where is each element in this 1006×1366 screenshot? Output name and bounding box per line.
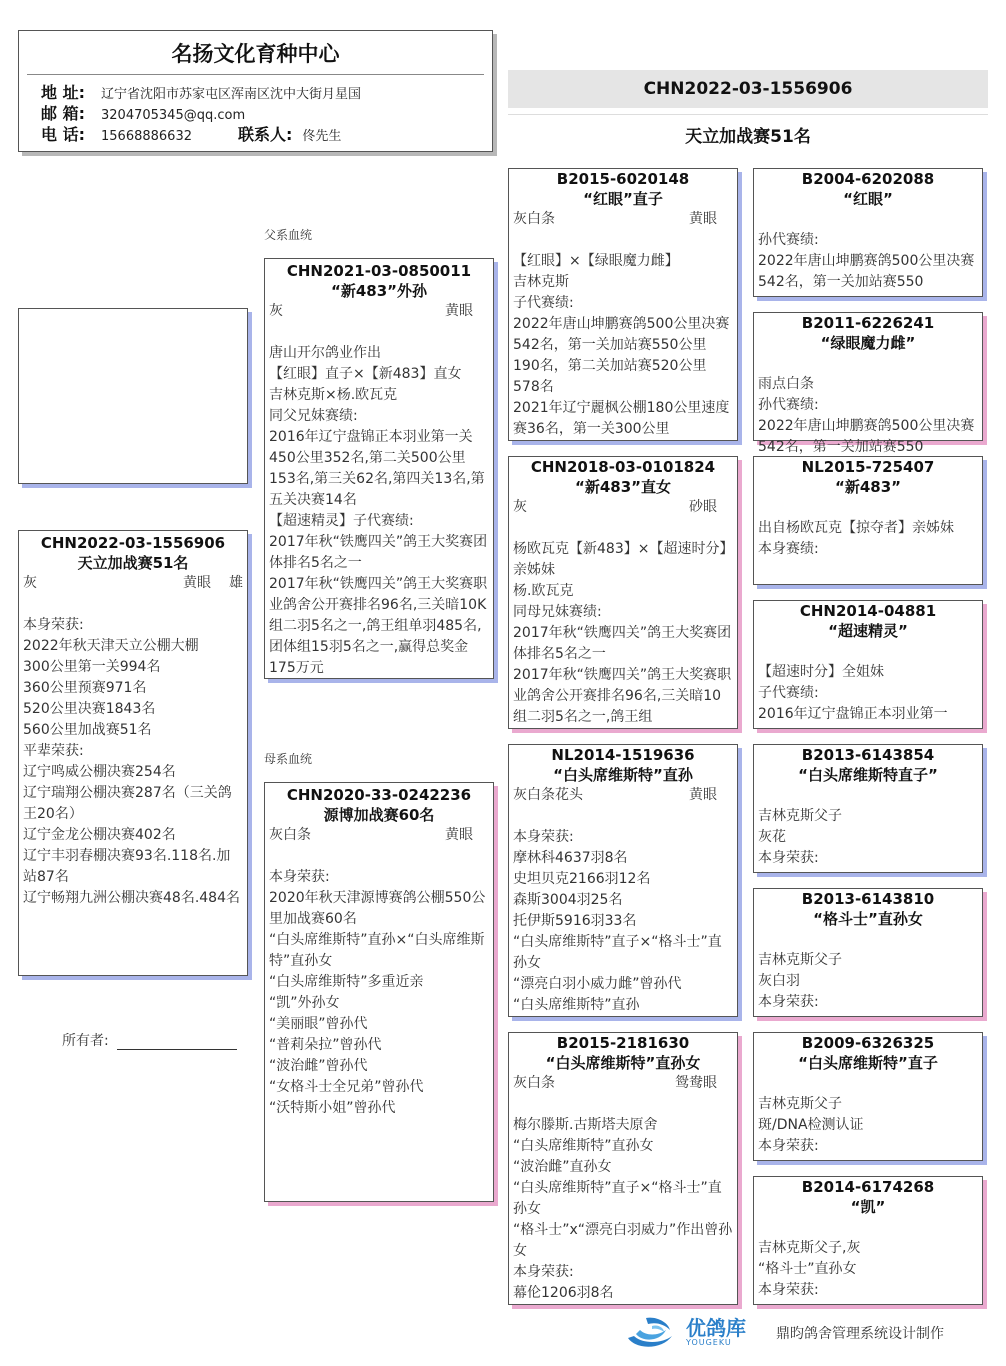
text-line: 辽宁金龙公棚决赛402名: [23, 827, 176, 843]
great-grandparent-card-2: [753, 312, 983, 455]
text-line: “女格斗士全兄弟”曾孙代: [269, 1079, 424, 1095]
ring-number: CHN2014-04881: [799, 602, 937, 620]
text-line: 2017年秋“铁鹰四关”鸽王大奖赛团体排名5名之一: [269, 534, 488, 571]
text-line: 斑/DNA检测认证: [758, 1117, 864, 1133]
address-label: 地 址:: [41, 83, 85, 102]
ring-number: B2015-6020148: [556, 170, 690, 188]
pedigree-notes: [754, 950, 982, 1013]
text-line: 平辈荣获:: [23, 743, 84, 759]
text-line: 吉林克斯父子: [758, 952, 842, 968]
text-line: 300公里第一关994名: [23, 659, 161, 675]
phone-line: [19, 125, 492, 146]
credit-text: 鼎昀鸽舍管理系统设计制作: [776, 1326, 944, 1342]
breeder-info-card: [18, 30, 493, 152]
feather-color: 灰白条: [269, 827, 311, 843]
ring-number: CHN2021-03-0850011: [286, 262, 472, 280]
pigeon-traits: [509, 497, 737, 518]
text-line: 520公里决赛1843名: [23, 701, 156, 717]
text-line: 2021年辽宁麗枫公棚180公里速度赛36名，第一关300公里: [513, 400, 730, 437]
phone-value: 15668886632: [101, 129, 192, 144]
eye-type: 黄眼: [445, 303, 473, 319]
pigeon-nickname: 天立加战赛51名: [77, 554, 189, 572]
eye-type: 黄眼: [689, 211, 717, 227]
text-line: 灰白羽: [758, 973, 800, 989]
text-line: 2016年辽宁盘锦正本羽业第一关450公里352名,第二关500公里153名,第三关62名,第四关13名,第五关决赛14名: [269, 429, 485, 508]
email-value: 3204705345@qq.com: [101, 108, 246, 123]
text-line: 杨欧瓦克【新483】×【超速时分】亲姊妹: [513, 541, 727, 578]
granddam-paternal-card: [508, 456, 738, 729]
text-line: 梅尔滕斯.古斯塔夫原舍: [513, 1117, 658, 1133]
text-line: “格斗士”x“漂亮白羽威力”作出曾孙女: [513, 1222, 733, 1259]
dam-section-label: 母系血统: [264, 752, 313, 766]
ring-number: B2014-6174268: [801, 1178, 935, 1196]
sire-card: [264, 258, 494, 679]
spacer: [754, 929, 982, 950]
spacer: [509, 518, 737, 539]
spacer: [754, 1073, 982, 1094]
text-line: “沃特斯小姐”曾孙代: [269, 1100, 396, 1116]
pigeon-nickname: “白头席维斯特”直子: [798, 1054, 938, 1072]
great-grandparent-card-1: [753, 168, 983, 297]
main-ring-banner: CHN2022-03-1556906: [508, 70, 988, 108]
pedigree-notes: [754, 518, 982, 560]
contact-label: 联系人:: [237, 125, 293, 144]
text-line: 2022年唐山坤鹏赛鸽500公里决赛542名，第一关加站赛550: [758, 253, 975, 290]
text-line: 灰花: [758, 829, 786, 845]
text-line: 杨.欧瓦克: [513, 583, 574, 599]
text-line: 本身荣获:: [269, 869, 330, 885]
pigeon-nickname: “绿眼魔力雌”: [820, 334, 916, 352]
pigeon-nickname: “白头席维斯特”直孙: [553, 766, 693, 784]
achievement-list: [19, 615, 247, 909]
text-line: 本身赛绩:: [758, 541, 819, 557]
text-line: 2022年唐山坤鹏赛鸽500公里决赛542名，第一关加站赛550公里190名，第二关加站赛520公里578名: [513, 316, 730, 395]
brand-name: 优鸽库: [686, 1315, 746, 1340]
pigeon-nickname: “新483”: [834, 478, 902, 496]
pedigree-notes: [265, 343, 493, 679]
text-line: 本身荣获:: [513, 1264, 574, 1280]
pigeon-nickname: “新483”外孙: [330, 282, 428, 300]
text-line: 森斯3004羽25名: [513, 892, 623, 908]
grandsire-paternal-card: [508, 168, 738, 441]
text-line: 2020年秋天津源博赛鸽公棚550公里加战赛60名: [269, 890, 486, 927]
text-line: 【超速精灵】子代赛绩:: [269, 513, 414, 529]
pigeon-photo: [18, 308, 248, 484]
spacer: [754, 353, 982, 374]
text-line: “白头席维斯特”直子×“格斗士”直孙女: [513, 1180, 722, 1217]
great-grandparent-card-8: [753, 1176, 983, 1305]
great-grandparent-card-6: [753, 888, 983, 1017]
text-line: 辽宁畅翔九洲公棚决赛48名.484名: [23, 890, 240, 906]
text-line: 本身荣获:: [758, 1138, 819, 1154]
pigeon-nickname: “红眼”: [843, 190, 893, 208]
swirl-logo-icon: [622, 1312, 680, 1352]
phone-label: 电 话:: [41, 125, 85, 144]
eye-type: 砂眼: [689, 499, 717, 515]
great-grandparent-card-5: [753, 744, 983, 873]
pedigree-notes: [509, 827, 737, 1016]
brand-logo: [622, 1312, 746, 1352]
ring-number: CHN2020-33-0242236: [286, 786, 472, 804]
eye-type: 黄眼: [183, 575, 211, 591]
great-grandparent-card-7: [753, 1032, 983, 1161]
breeder-title: 名扬文化育种中心: [171, 42, 340, 66]
text-line: “白头席维斯特”直孙: [513, 997, 640, 1013]
header-divider: [27, 74, 484, 75]
eye-type: 鸳鸯眼: [675, 1075, 717, 1091]
dam-card: [264, 782, 494, 1202]
text-line: 本身荣获:: [758, 994, 819, 1010]
spacer: [754, 785, 982, 806]
pigeon-nickname: “格斗士”直孙女: [813, 910, 923, 928]
pigeon-traits: [265, 825, 493, 846]
pigeon-sex: 雄: [229, 575, 243, 591]
text-line: 【红眼】×【绿眼魔力雌】: [513, 253, 679, 269]
text-line: “普莉朵拉”曾孙代: [269, 1037, 382, 1053]
pedigree-notes: [754, 662, 982, 725]
text-line: 2022年秋天津天立公棚大棚: [23, 638, 199, 654]
text-line: 本身荣获:: [758, 1282, 819, 1298]
email-line: [19, 104, 492, 125]
text-line: “白头席维斯特”直孙×“白头席维斯特”直孙女: [269, 932, 485, 969]
text-line: 吉林克斯父子: [758, 808, 842, 824]
text-line: 2022年唐山坤鹏赛鸽500公里决赛542名，第一关加站赛550: [758, 418, 975, 455]
text-line: 幕伦1206羽8名: [513, 1285, 614, 1301]
text-line: 托伊斯5916羽33名: [513, 913, 637, 929]
pedigree-notes: [754, 230, 982, 293]
pigeon-nickname: “白头席维斯特”直孙女: [545, 1054, 701, 1072]
text-line: “波治雌”直孙女: [513, 1159, 612, 1175]
ring-number: B2015-2181630: [556, 1034, 690, 1052]
text-line: 史坦贝克2166羽12名: [513, 871, 651, 887]
ring-number: B2009-6326325: [801, 1034, 935, 1052]
owner-label: 所有者:: [62, 1033, 109, 1049]
pigeon-traits: [19, 573, 247, 594]
text-line: “格斗士”直孙女: [758, 1261, 857, 1277]
spacer: [754, 1217, 982, 1238]
text-line: “白头席维斯特”多重近亲: [269, 974, 424, 990]
text-line: 唐山开尔鸽业作出: [269, 345, 381, 361]
ring-number: B2004-6202088: [801, 170, 935, 188]
text-line: 辽宁瑞翔公棚决赛287名（三关鸽王20名）: [23, 785, 232, 822]
feather-color: 灰: [23, 575, 37, 591]
pedigree-notes: [754, 374, 982, 458]
text-line: 本身荣获:: [758, 850, 819, 866]
subject-pigeon-card: [18, 530, 248, 976]
feather-color: 雨点白条: [758, 376, 814, 392]
text-line: 辽宁鸣威公棚决赛254名: [23, 764, 176, 780]
text-line: 子代赛绩:: [758, 685, 819, 701]
sire-section-label: 父系血统: [264, 228, 313, 242]
pedigree-notes: [509, 539, 737, 728]
text-line: 本身荣获:: [513, 829, 574, 845]
pigeon-nickname: “超速精灵”: [828, 622, 908, 640]
text-line: 2017年秋“铁鹰四关”鸽王大奖赛职业鸽舍公开赛排名96名,三关暗10K组二羽5名之一,鸽王组单羽485名,团体组15羽5名之一,赢得总奖金175万元: [269, 576, 488, 676]
pigeon-traits: [509, 785, 737, 806]
email-label: 邮 箱:: [41, 104, 85, 123]
ring-number: CHN2018-03-0101824: [530, 458, 716, 476]
owner-line: [62, 1030, 237, 1050]
text-line: 摩林科4637羽8名: [513, 850, 628, 866]
great-grandparent-card-4: [753, 600, 983, 729]
text-line: 560公里加战赛51名: [23, 722, 152, 738]
feather-color: 灰白条花头: [513, 787, 583, 803]
text-line: “漂亮白羽小威力雌”曾孙代: [513, 976, 682, 992]
text-line: “凯”外孙女: [269, 995, 340, 1011]
spacer: [509, 806, 737, 827]
text-line: “白头席维斯特”直孙女: [513, 1138, 654, 1154]
text-line: 孙代赛绩:: [758, 397, 819, 413]
banner-divider: [508, 114, 988, 115]
owner-signature-line: [117, 1035, 237, 1050]
text-line: 子代赛绩:: [513, 295, 574, 311]
pedigree-notes: [509, 1115, 737, 1304]
granddam-maternal-card: [508, 1032, 738, 1305]
text-line: “美丽眼”曾孙代: [269, 1016, 368, 1032]
text-line: 吉林克斯: [513, 274, 569, 290]
text-line: 吉林克斯×杨.欧瓦克: [269, 387, 398, 403]
text-line: 2016年辽宁盘锦正本羽业第一: [758, 706, 948, 722]
eye-type: 黄眼: [445, 827, 473, 843]
ring-number: NL2015-725407: [801, 458, 935, 476]
text-line: 【超速时分】全姐妹: [758, 664, 884, 680]
pedigree-notes: [754, 1094, 982, 1157]
ring-number: CHN2022-03-1556906: [40, 534, 226, 552]
pigeon-nickname: “凯”: [850, 1198, 886, 1216]
spacer: [754, 209, 982, 230]
ring-number: NL2014-1519636: [551, 746, 695, 764]
text-line: 孙代赛绩:: [758, 232, 819, 248]
text-line: “白头席维斯特”直子×“格斗士”直孙女: [513, 934, 722, 971]
text-line: 吉林克斯父子,灰: [758, 1240, 861, 1256]
pigeon-nickname: “白头席维斯特直子”: [798, 766, 938, 784]
feather-color: 灰白条: [513, 1075, 555, 1091]
spacer: [754, 641, 982, 662]
pedigree-notes: [265, 867, 493, 1119]
ring-number: B2013-6143810: [801, 890, 935, 908]
feather-color: 灰: [513, 499, 527, 515]
spacer: [754, 497, 982, 518]
pedigree-notes: [509, 251, 737, 440]
pigeon-traits: [509, 209, 737, 230]
address-value: 辽宁省沈阳市苏家屯区浑南区沈中大街月星国: [101, 87, 362, 102]
text-line: 吉林克斯父子: [758, 1096, 842, 1112]
text-line: 同母兄妹赛绩:: [513, 604, 602, 620]
pigeon-traits: [509, 1073, 737, 1094]
text-line: 【红眼】直子×【新483】直女: [269, 366, 462, 382]
main-title: 天立加战赛51名: [685, 127, 811, 147]
text-line: 出自杨欧瓦克【掠夺者】亲姊妹: [758, 520, 954, 536]
spacer: [509, 1094, 737, 1115]
text-line: 同父兄妹赛绩:: [269, 408, 358, 424]
pigeon-nickname: “红眼”直子: [583, 190, 663, 208]
ring-number: B2011-6226241: [801, 314, 935, 332]
eye-type: 黄眼: [689, 787, 717, 803]
spacer: [509, 230, 737, 251]
brand-sub: YOUGEKU: [686, 1337, 732, 1347]
pedigree-notes: [754, 806, 982, 869]
pedigree-notes: [754, 1238, 982, 1301]
address-line: [19, 83, 492, 104]
text-line: 360公里预赛971名: [23, 680, 147, 696]
text-line: “波治雌”曾孙代: [269, 1058, 368, 1074]
feather-color: 灰: [269, 303, 283, 319]
text-line: 2017年秋“铁鹰四关”鸽王大奖赛职业鸽舍公开赛排名96名,三关暗10组二羽5名之一,鸽王组: [513, 667, 732, 725]
grandsire-maternal-card: [508, 744, 738, 1017]
text-line: 本身荣获:: [23, 617, 84, 633]
contact-value: 佟先生: [302, 129, 342, 144]
feather-color: 灰白条: [513, 211, 555, 227]
text-line: 2017年秋“铁鹰四关”鸽王大奖赛团体排名5名之一: [513, 625, 732, 662]
pigeon-nickname: 源博加战赛60名: [323, 806, 435, 824]
great-grandparent-card-3: [753, 456, 983, 585]
text-line: 辽宁丰羽春棚决赛93名.118名.加站87名: [23, 848, 231, 885]
ring-number: B2013-6143854: [801, 746, 935, 764]
pigeon-traits: [265, 301, 493, 322]
pigeon-nickname: “新483”直女: [574, 478, 672, 496]
